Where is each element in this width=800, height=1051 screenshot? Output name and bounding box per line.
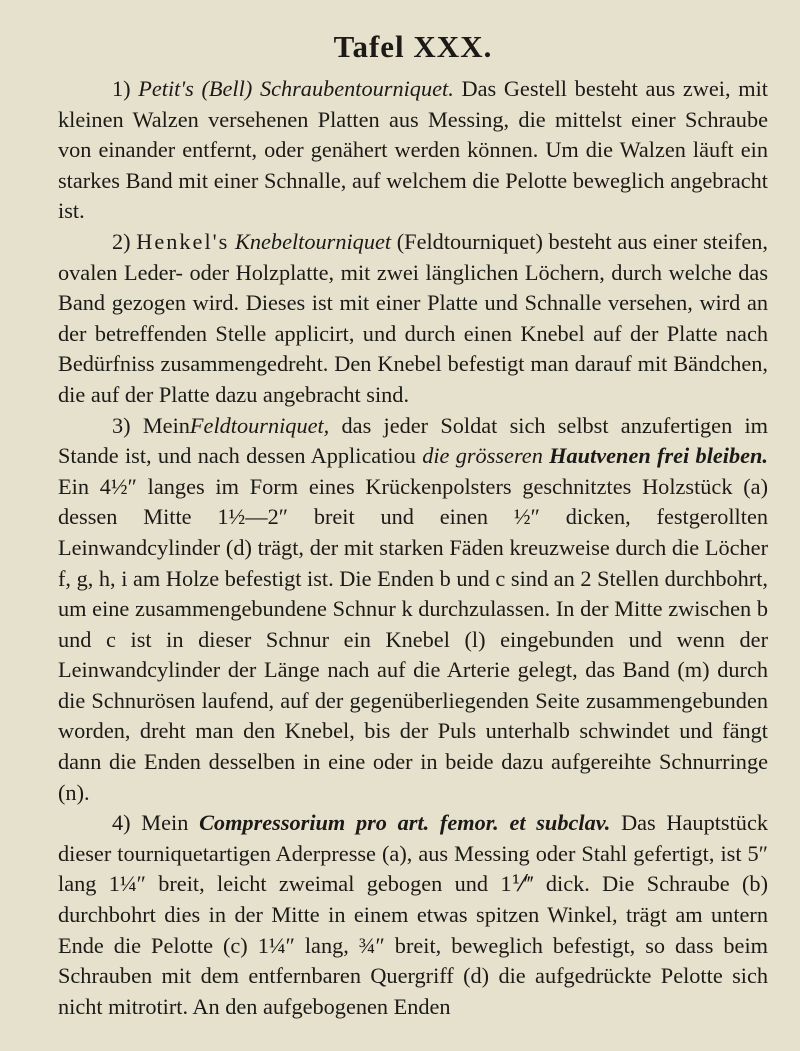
paragraph-number: 2)	[112, 228, 131, 254]
paragraph-number: 1)	[112, 76, 131, 101]
paragraph-lead: Mein	[142, 412, 190, 438]
paragraph-3	[58, 411, 768, 809]
page-title: Tafel XXX.	[333, 29, 493, 64]
emphasis-bold-italic: Hautvenen frei bleiben.	[549, 443, 769, 469]
paragraph-text: Das Hauptstück dieser tourniquetartigen Aderpresse (a), aus Messing oder Stahl gefertigt, ist 5″ lang 1¼″ breit, leicht zweimal gebogen und 1⅟‴ dick. Die Schraube (b) durchbohrt dies in der Mitte in einem etwas spitzen Winkel, trägt am untern Ende die Pelotte (c) 1¼″ lang, ¾″ breit, beweglich befestigt, so dass beim Schrauben mit dem entfernbaren Quergriff (d) die aufgedrückte Pelotte sich nicht mitrotirt. An den aufgebogenen Enden	[58, 810, 768, 1019]
paragraph-text: (Feldtourniquet) besteht aus einer steifen, ovalen Leder- oder Holzplatte, mit zwei länglichen Löchern, durch welche das Band gezogen wird. Dieses ist mit einer Platte und Schnalle versehen, wird an der betreffenden Stelle applicirt, und durch einen Knebel auf der Platte nach Bedürfniss zusammengedreht. Den Knebel befestigt man darauf mit Bändchen, die auf der Platte dazu angebracht sind.	[58, 228, 768, 407]
inventor-name: Petit's (Bell)	[138, 76, 253, 101]
paragraph-text: das jeder Soldat sich selbst anzufertigen im Stande ist, und nach dessen Applicatiou	[58, 412, 769, 469]
paragraph-number: 3)	[112, 412, 131, 438]
emphasis-italic: die grösseren	[422, 443, 543, 469]
device-term: Knebeltourniquet	[235, 228, 392, 254]
paragraph-2	[58, 227, 768, 411]
paragraph-lead: Mein	[141, 810, 189, 836]
paragraph-text: Das Gestell besteht aus zwei, mit kleinen Walzen versehenen Platten aus Messing, die mittelst einer Schraube von einander entfernt, oder genähert werden können. Um die Walzen läuft ein starkes Band mit einer Schnalle, auf welchem die Pelotte beweglich angebracht ist.	[58, 76, 768, 224]
device-term: Schraubentourniquet.	[259, 76, 454, 101]
device-term: Feldtourniquet,	[189, 412, 330, 438]
inventor-name: Henkel's	[136, 228, 230, 254]
paragraph-4	[58, 808, 768, 1022]
paragraph-number: 4)	[112, 810, 131, 836]
device-term: Compressorium pro art. femor. et subclav.	[199, 810, 611, 836]
paragraph-1	[58, 74, 768, 227]
document-body	[58, 74, 768, 1022]
paragraph-text-continued: Ein 4½″ langes im Form eines Krückenpolsters geschnitztes Holzstück (a) dessen Mitte 1½—2″ breit und einen ½″ dicken, festgerollten Leinwandcylinder (d) trägt, der mit starken Fäden kreuzweise durch die Löcher f, g, h, i am Holze befestigt ist. Die Enden b und c sind an 2 Stellen durchbohrt, um eine zusammengebundene Schnur k durchzulassen. In der Mitte zwischen b und c ist in dieser Schnur ein Knebel (l) eingebunden und wenn der Leinwandcylinder der Länge nach auf die Arterie gelegt, das Band (m) durch die Schnurösen laufend, auf der gegenüberliegenden Seite zusammengebunden worden, dreht man den Knebel, bis der Puls unterhalb schwindet und fängt dann die Enden desselben in eine oder in beide dazu aufgereihte Schnurringe (n).	[58, 473, 768, 805]
